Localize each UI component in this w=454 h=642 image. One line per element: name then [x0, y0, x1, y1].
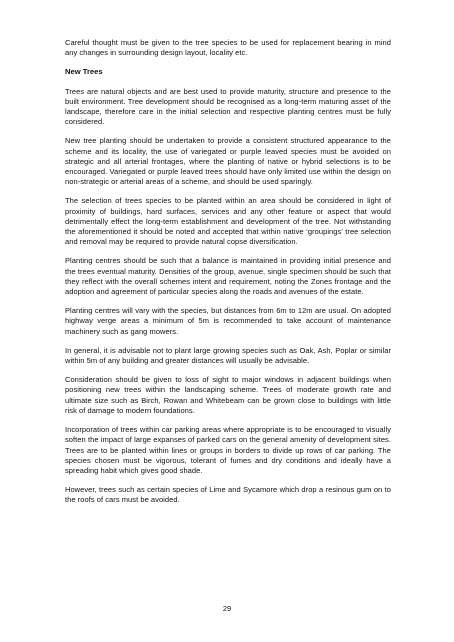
body-paragraph: Planting centres should be such that a balance is maintained in providing initial presence and the trees eventual maturity. Densities of the group, avenue, single specimen should be such that they reflect with the overall schemes intent and requirement, noting the Zones frontage and the adoption and agreement of particular species along the roads and avenues of the estate. — [65, 256, 391, 297]
document-page — [65, 38, 391, 515]
body-paragraph: Incorporation of trees within car parking areas where appropriate is to be encouraged to visually soften the impact of large expanses of parked cars on the general amenity of development sites. Trees are to be planted within lines or groups in borders to divide up rows of car parking. The species chosen must be vigorous, tolerant of fumes and dry conditions and ideally have a spreading habit which gives good shade. — [65, 425, 391, 475]
body-paragraph: Planting centres will vary with the species, but distances from 6m to 12m are usual. On adopted highway verge areas a minimum of 5m is recommended to take account of maintenance machinery such as gang mowers. — [65, 306, 391, 336]
body-paragraph: However, trees such as certain species of Lime and Sycamore which drop a resinous gum on to the roofs of cars must be avoided. — [65, 485, 391, 505]
intro-paragraph: Careful thought must be given to the tree species to be used for replacement bearing in mind any changes in surrounding design layout, locality etc. — [65, 38, 391, 58]
body-paragraph: Consideration should be given to loss of sight to major windows in adjacent buildings when positioning new trees within the landscaping scheme. Trees of moderate growth rate and ultimate size such as Birch, Rowan and Whitebeam can be grown close to buildings with little risk of damage to modern foundations. — [65, 375, 391, 415]
body-paragraph: New tree planting should be undertaken to provide a consistent structured appearance to the scheme and its locality, the use of variegated or purple leaved species must be avoided on strategic and all arterial frontages, where the planting of native or hybrid selections is to be encouraged. Variegated or purple leaved trees should have only limited use within the design on non-strategic or arterial areas of a scheme, and should be used sparingly. — [65, 136, 391, 187]
body-paragraph: Trees are natural objects and are best used to provide maturity, structure and presence to the built environment. Tree development should be recognised as a long-term maturing asset of the landscape, therefore care in the initial selection and respective planting centres must be fully considered. — [65, 86, 391, 127]
page-number: 29 — [222, 604, 232, 613]
section-heading: New Trees — [65, 67, 103, 77]
body-paragraph: The selection of trees species to be planted within an area should be considered in light of proximity of buildings, hard surfaces, services and any other feature or aspect that would detrimentally effect the long-term establishment and development of the tree. Not withstanding the aforementioned it should be noted and accepted that within native ‘groupings’ tree selection and removal may be required to provide natural copse diversification. — [65, 196, 391, 247]
body-paragraph: In general, it is advisable not to plant large growing species such as Oak, Ash, Poplar or similar within 5m of any building and greater distances will usually be advisable. — [65, 345, 391, 366]
